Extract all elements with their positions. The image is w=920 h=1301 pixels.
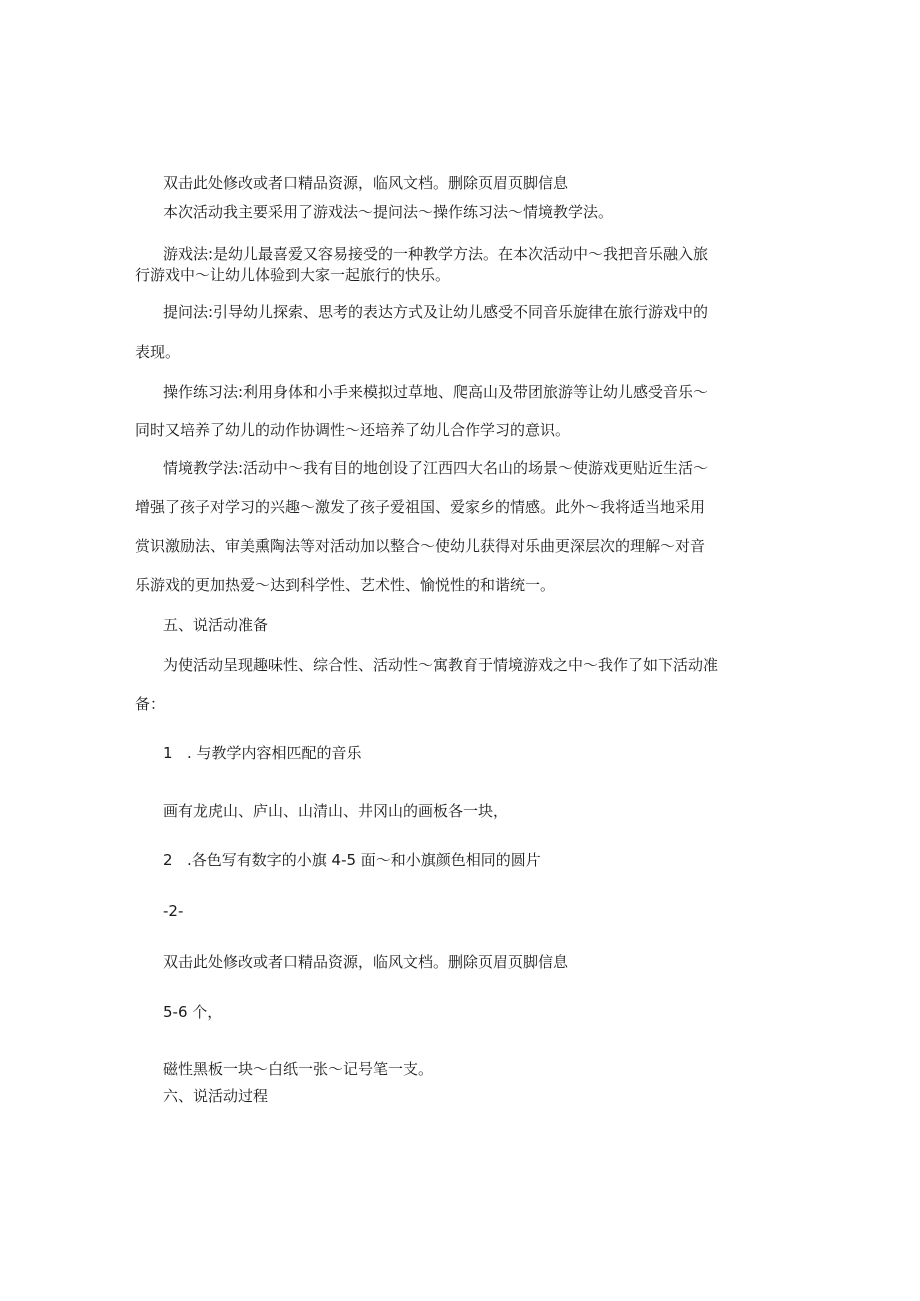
prep-intro-line-1: 为使活动呈现趣味性、综合性、活动性～寓教育于情境游戏之中～我作了如下活动准: [163, 656, 719, 674]
list-item-3: 磁性黑板一块～白纸一张～记号笔一支。: [163, 1060, 434, 1078]
list-item-2-continuation: 5-6 个，: [163, 1003, 223, 1021]
method-context-line-2: 增强了孩子对学习的兴趣～激发了孩子爱祖国、爱家乡的情感。此外～我将适当地采用: [135, 498, 706, 516]
method-game-line-2: 行游戏中～让幼儿体验到大家一起旅行的快乐。: [135, 266, 451, 284]
list-item-2-text: .各色写有数字的小旗 4-5 面～和小旗颜色相同的圆片: [187, 851, 541, 869]
page-number: -2-: [163, 902, 184, 920]
method-game-line-1: 游戏法:是幼儿最喜爱又容易接受的一种教学方法。在本次活动中～我把音乐融入旅: [163, 245, 709, 263]
method-context-line-1: 情境教学法:活动中～我有目的地创设了江西四大名山的场景～使游戏更贴近生活～: [163, 459, 709, 477]
header-note: 双击此处修改或者口精品资源，临风文档。删除页眉页脚信息: [163, 174, 569, 192]
list-item-2-number: 2: [163, 851, 173, 869]
method-practice-line-1: 操作练习法:利用身体和小手来模拟过草地、爬高山及带团旅游等让幼儿感受音乐～: [163, 383, 709, 401]
prep-intro-line-2: 备：: [135, 695, 166, 713]
list-item-2: [163, 849, 541, 871]
section-5-heading: 五、说活动准备: [163, 616, 269, 634]
list-item-1-text: . 与教学内容相匹配的音乐: [187, 744, 362, 762]
method-context-line-3: 赏识激励法、审美熏陶法等对活动加以整合～使幼儿获得对乐曲更深层次的理解～对音: [135, 537, 706, 555]
method-question-line-1: 提问法:引导幼儿探索、思考的表达方式及让幼儿感受不同音乐旋律在旅行游戏中的: [163, 303, 709, 321]
intro-paragraph: 本次活动我主要采用了游戏法～提问法～操作练习法～情境教学法。: [163, 203, 614, 221]
method-practice-line-2: 同时又培养了幼儿的动作协调性～还培养了幼儿合作学习的意识。: [135, 421, 571, 439]
list-item-1-number: 1: [163, 744, 173, 762]
section-6-heading: 六、说活动过程: [163, 1087, 269, 1105]
list-item-1-continuation: 画有龙虎山、庐山、山清山、井冈山的画板各一块，: [163, 802, 509, 820]
header-note-repeat: 双击此处修改或者口精品资源，临风文档。删除页眉页脚信息: [163, 953, 569, 971]
list-item-1: [163, 742, 362, 764]
method-context-line-4: 乐游戏的更加热爱～达到科学性、艺术性、愉悦性的和谐统一。: [135, 576, 556, 594]
method-question-line-2: 表现。: [135, 343, 181, 361]
